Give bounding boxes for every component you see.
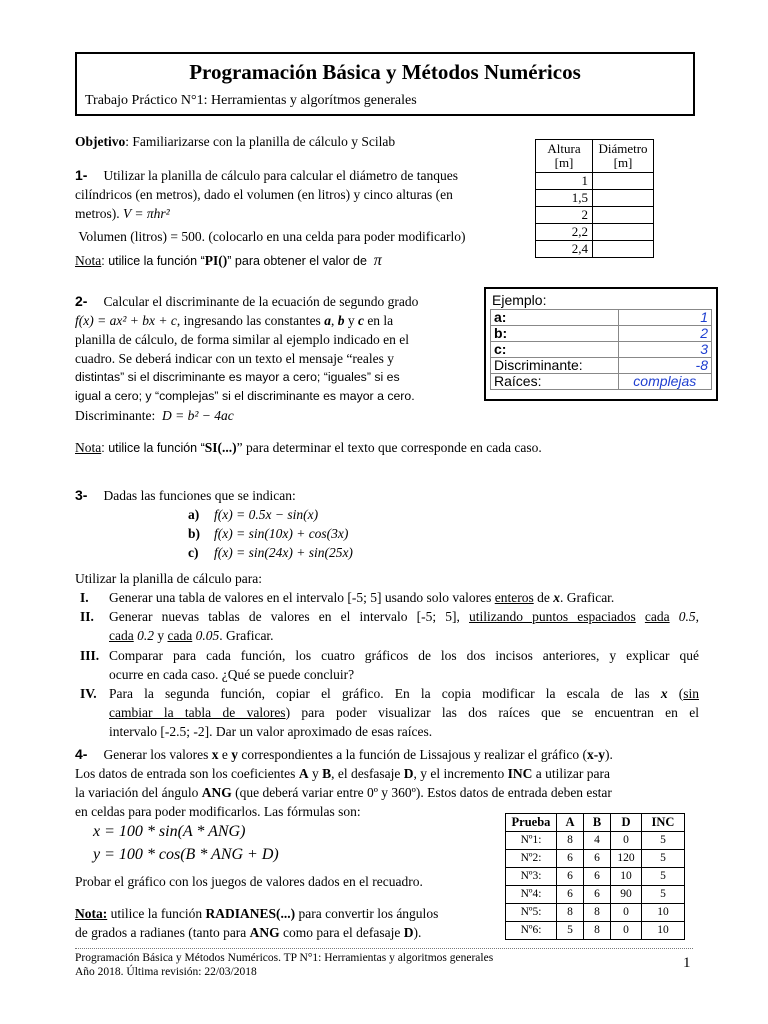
ex3-item-label: III. <box>80 648 100 663</box>
ex2-line1: 2- Calcular el discriminante de la ecuación de segundo grado <box>75 293 419 309</box>
example-table <box>490 309 712 390</box>
table-cell: Nº3: <box>506 868 557 886</box>
ex2-line3: planilla de cálculo, de forma similar al ejemplo indicado en el <box>75 332 409 347</box>
ex3-item-line: Para la segunda función, copiar el gráfico. En la copia modificar la escala de las x (sin <box>109 686 700 701</box>
ex3-item-line: Comparar para cada función, los cuatro gráficos de los dos incisos anteriores, y explicar qué <box>109 648 699 663</box>
example-box <box>484 287 718 401</box>
table-cell: 6 <box>557 886 584 904</box>
table-cell: 6 <box>584 868 611 886</box>
header-altura: Altura [m] <box>536 140 593 173</box>
table-cell: 8 <box>557 832 584 850</box>
ex4-line2: Los datos de entrada son los coeficientes A y B, el desfasaje D, y el incremento INC a utilizar para <box>75 766 610 781</box>
objective-label: Objetivo <box>75 134 126 149</box>
ex3-item-line: ocurre en cada caso. ¿Qué se puede concluir? <box>109 667 355 682</box>
example-title: Ejemplo: <box>492 292 547 308</box>
lissajous-formulas <box>93 820 279 866</box>
table-cell: 6 <box>557 850 584 868</box>
table-row <box>506 886 685 904</box>
table-row: Discriminante: -8 <box>491 358 712 374</box>
ex4-line4: en celdas para poder modificarlos. Las fórmulas son: <box>75 804 361 819</box>
table-row: c: 3 <box>491 342 712 358</box>
table-cell: 10 <box>611 868 642 886</box>
table-cell: 0 <box>611 922 642 940</box>
ex1-volume: Volumen (litros) = 500. (colocarlo en una celda para poder modificarlo) <box>78 229 466 244</box>
ex2-line5: distintas” si el discriminante es mayor a cero; “iguales” si es <box>75 370 400 384</box>
ex4-text <box>75 745 695 821</box>
ex2-formula: f(x) = ax² + bx + c <box>75 313 177 328</box>
footer-rule <box>75 948 693 949</box>
diametro-cell[interactable] <box>593 173 654 190</box>
table-header-row: Prueba A B D INC <box>506 814 685 832</box>
formula-y: y = 100 * cos(B * ANG + D) <box>93 846 279 863</box>
table-cell: Nº1: <box>506 832 557 850</box>
table-cell: 10 <box>642 904 685 922</box>
footer-line1: Programación Básica y Métodos Numéricos. TP N°1: Herramientas y algoritmos generales <box>75 952 494 964</box>
table-cell: 0 <box>611 904 642 922</box>
table-row <box>506 922 685 940</box>
table-row <box>506 904 685 922</box>
ex2-discriminant: Discriminante: D = b² − 4ac <box>75 408 234 423</box>
table-row: 1,5 <box>536 190 654 207</box>
table-row <box>506 832 685 850</box>
ex2-note: Nota: utilice la función “SI(...)” para determinar el texto que corresponde en cada caso. <box>75 440 542 455</box>
table-cell: 5 <box>642 886 685 904</box>
table-row: 2 <box>536 207 654 224</box>
ex2-line4: cuadro. Se deberá indicar con un texto el mensaje “reales y <box>75 351 394 366</box>
footer-line2: Año 2018. Última revisión: 22/03/2018 <box>75 966 257 978</box>
ex4-line1: 4- Generar los valores x e y correspondientes a la función de Lissajous y realizar el gráfico (x-y). <box>75 746 613 762</box>
ex3-item-line: cada 0.2 y cada 0.05. Graficar. <box>109 628 274 643</box>
table-cell: 120 <box>611 850 642 868</box>
table-cell: 8 <box>584 922 611 940</box>
table-cell: 5 <box>642 850 685 868</box>
header-diametro: Diámetro [m] <box>593 140 654 173</box>
footer <box>75 951 493 979</box>
discriminant-formula: D = b² − 4ac <box>161 408 234 423</box>
ex1-formula: V = πhr² <box>123 206 170 221</box>
objective <box>75 132 395 151</box>
table-cell: Nº4: <box>506 886 557 904</box>
table-cell: 90 <box>611 886 642 904</box>
table-cell: 8 <box>584 904 611 922</box>
header-box <box>75 52 695 116</box>
ex4-number: 4- <box>75 746 88 762</box>
table-cell: 6 <box>584 850 611 868</box>
ex1-note: Nota: utilice la función “PI()” para obtener el valor de π <box>75 252 382 269</box>
function-a: a) f(x) = 0.5x − sin(x) <box>188 507 319 522</box>
ex3-use: Utilizar la planilla de cálculo para: <box>75 571 263 586</box>
table-cell: 6 <box>584 886 611 904</box>
table-row: 1 <box>536 173 654 190</box>
table-cell: 5 <box>642 832 685 850</box>
ex3-item-label: II. <box>80 609 94 624</box>
table-cell: 4 <box>584 832 611 850</box>
table-cell: 0 <box>611 832 642 850</box>
ex2-line2: f(x) = ax² + bx + c, ingresando las constantes a, b y c en la <box>75 313 394 328</box>
ex2-text <box>75 292 472 406</box>
ex4-note: Nota: utilice la función RADIANES(...) para convertir los ángulos de grados a radianes (tanto para ANG como para el defasaje D). <box>75 906 439 940</box>
prueba-body <box>506 832 685 940</box>
function-b: b) f(x) = sin(10x) + cos(3x) <box>188 526 349 541</box>
objective-text: : Familiarizarse con la planilla de cálculo y Scilab <box>125 134 396 149</box>
page-number: 1 <box>683 955 691 971</box>
table-row <box>506 850 685 868</box>
formula-x: x = 100 * sin(A * ANG) <box>93 823 246 840</box>
table-row: 2,4 <box>536 241 654 258</box>
ex3-item-line: Generar una tabla de valores en el intervalo [-5; 5] usando solo valores enteros de x. Graficar. <box>109 590 615 605</box>
prueba-table <box>505 813 685 940</box>
ex4-probar: Probar el gráfico con los juegos de valores dados en el recuadro. <box>75 874 423 889</box>
table-cell: 5 <box>557 922 584 940</box>
table-cell: 8 <box>557 904 584 922</box>
ex2-line6: igual a cero; y “complejas” si el discriminante es mayor a cero. <box>75 389 415 403</box>
table-row <box>506 868 685 886</box>
table-row: a: 1 <box>491 310 712 326</box>
table-row: Raíces: complejas <box>491 374 712 390</box>
ex3-functions <box>188 505 353 562</box>
ex3-item-line: Generar nuevas tablas de valores en el intervalo [-5; 5], utilizando puntos espaciados cada 0.5, <box>109 609 700 624</box>
ex1-text <box>75 166 520 223</box>
table-row: b: 2 <box>491 326 712 342</box>
diametro-cell[interactable] <box>593 241 654 258</box>
ex3-item-label: I. <box>80 590 89 605</box>
table-cell: Nº6: <box>506 922 557 940</box>
diametro-cell[interactable] <box>593 207 654 224</box>
ex4-line3: la variación del ángulo ANG (que deberá variar entre 0º y 360º). Estos datos de entrada deben estar <box>75 785 612 800</box>
diametro-cell[interactable] <box>593 224 654 241</box>
diametro-cell[interactable] <box>593 190 654 207</box>
altura-diametro-table <box>535 139 654 258</box>
ex3-item-line: cambiar la tabla de valores) para poder visualizar las dos raíces que se encuentran en el <box>109 705 699 720</box>
table-header-row <box>536 140 654 173</box>
ex1-line1: 1- Utilizar la planilla de cálculo para calcular el diámetro de tanques <box>75 167 459 183</box>
ex3-item-label: IV. <box>80 686 97 701</box>
table-row: 2,2 <box>536 224 654 241</box>
ex1-line3: metros). V = πhr² <box>75 206 170 221</box>
ex1-number: 1- <box>75 167 88 183</box>
table-cell: Nº2: <box>506 850 557 868</box>
table-cell: 10 <box>642 922 685 940</box>
table-cell: 5 <box>642 868 685 886</box>
ex1-line2: cilíndricos (en metros), dado el volumen (en litros) y cinco alturas (en <box>75 187 453 202</box>
document-subtitle: Trabajo Práctico N°1: Herramientas y algorítmos generales <box>85 93 417 108</box>
table-cell: 6 <box>557 868 584 886</box>
ex3-intro: 3- Dadas las funciones que se indican: <box>75 487 296 503</box>
table-cell: Nº5: <box>506 904 557 922</box>
function-c: c) f(x) = sin(24x) + sin(25x) <box>188 545 353 560</box>
pi-symbol: π <box>373 252 382 269</box>
document-title: Programación Básica y Métodos Numéricos <box>189 60 581 84</box>
ex3-item-line: intervalo [-2.5; -2]. Dar un valor aproximado de esas raíces. <box>109 724 433 739</box>
